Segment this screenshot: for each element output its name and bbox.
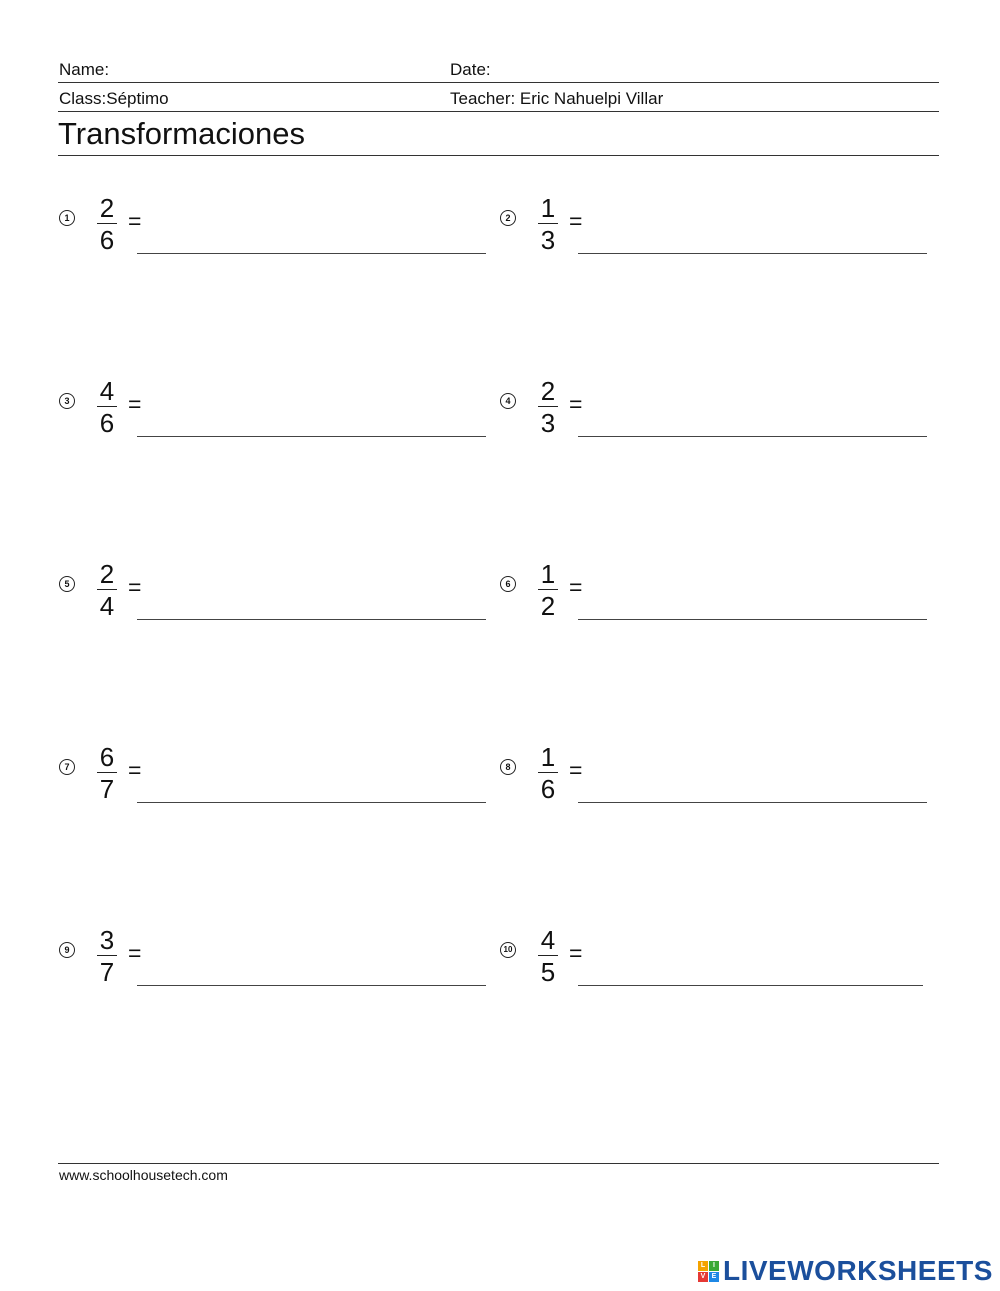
denominator: 7 (99, 774, 115, 804)
problem-10 (500, 926, 941, 1006)
problem-6 (500, 560, 941, 640)
numerator: 6 (99, 742, 115, 772)
denominator: 7 (99, 957, 115, 987)
problem-number-badge: 3 (59, 393, 75, 409)
problem-number-badge: 4 (500, 393, 516, 409)
problem-9 (59, 926, 500, 1006)
problem-number-badge: 6 (500, 576, 516, 592)
footer-divider (58, 1163, 939, 1164)
equals-sign: = (569, 208, 583, 234)
numerator: 4 (99, 376, 115, 406)
problem-8 (500, 743, 941, 823)
liveworksheets-logo (698, 1256, 993, 1286)
fraction-bar (97, 223, 117, 224)
equals-sign: = (569, 391, 583, 417)
answer-line[interactable] (578, 436, 927, 437)
equals-sign: = (569, 574, 583, 600)
teacher-label: Teacher: Eric Nahuelpi Villar (450, 89, 664, 108)
name-label: Name: (59, 60, 110, 79)
liveworksheets-logo-icon (698, 1261, 719, 1282)
problem-number-badge: 5 (59, 576, 75, 592)
answer-line[interactable] (137, 985, 486, 986)
fraction-bar (538, 223, 558, 224)
numerator: 4 (540, 925, 556, 955)
fraction (536, 560, 560, 620)
denominator: 6 (99, 408, 115, 438)
answer-line[interactable] (578, 619, 927, 620)
numerator: 2 (540, 376, 556, 406)
logo-icon-tile: L (698, 1261, 708, 1271)
problem-number-badge: 10 (500, 942, 516, 958)
answer-line[interactable] (578, 802, 927, 803)
problem-number-badge: 7 (59, 759, 75, 775)
equals-sign: = (128, 574, 142, 600)
denominator: 6 (540, 774, 556, 804)
denominator: 5 (540, 957, 556, 987)
problem-number-badge: 1 (59, 210, 75, 226)
fraction-bar (97, 406, 117, 407)
title-divider (58, 155, 939, 156)
header-divider-2 (58, 111, 939, 112)
fraction (95, 377, 119, 437)
fraction (95, 926, 119, 986)
answer-line[interactable] (578, 985, 923, 986)
equals-sign: = (128, 208, 142, 234)
fraction (95, 743, 119, 803)
problem-7 (59, 743, 500, 823)
problem-3 (59, 377, 500, 457)
logo-icon-tile: I (709, 1261, 719, 1271)
class-label: Class:Séptimo (59, 89, 169, 108)
fraction-bar (538, 589, 558, 590)
footer-website: www.schoolhousetech.com (59, 1167, 228, 1183)
fraction (95, 194, 119, 254)
problem-5 (59, 560, 500, 640)
denominator: 3 (540, 225, 556, 255)
fraction (536, 377, 560, 437)
equals-sign: = (128, 391, 142, 417)
fraction (536, 926, 560, 986)
numerator: 2 (99, 559, 115, 589)
fraction-bar (538, 955, 558, 956)
numerator: 1 (540, 193, 556, 223)
answer-line[interactable] (137, 619, 486, 620)
problem-number-badge: 2 (500, 210, 516, 226)
numerator: 2 (99, 193, 115, 223)
logo-icon-tile: E (709, 1272, 719, 1282)
problem-number-badge: 9 (59, 942, 75, 958)
equals-sign: = (569, 757, 583, 783)
fraction (95, 560, 119, 620)
answer-line[interactable] (137, 436, 486, 437)
answer-line[interactable] (578, 253, 927, 254)
answer-line[interactable] (137, 802, 486, 803)
problem-2 (500, 194, 941, 274)
numerator: 1 (540, 742, 556, 772)
date-label: Date: (450, 60, 491, 79)
problem-1 (59, 194, 500, 274)
numerator: 3 (99, 925, 115, 955)
fraction-bar (538, 406, 558, 407)
denominator: 6 (99, 225, 115, 255)
fraction (536, 194, 560, 254)
denominator: 3 (540, 408, 556, 438)
fraction-bar (97, 589, 117, 590)
fraction-bar (538, 772, 558, 773)
equals-sign: = (128, 757, 142, 783)
fraction (536, 743, 560, 803)
fraction-bar (97, 955, 117, 956)
equals-sign: = (569, 940, 583, 966)
problem-4 (500, 377, 941, 457)
denominator: 2 (540, 591, 556, 621)
equals-sign: = (128, 940, 142, 966)
worksheet-title: Transformaciones (58, 116, 305, 151)
numerator: 1 (540, 559, 556, 589)
fraction-bar (97, 772, 117, 773)
denominator: 4 (99, 591, 115, 621)
answer-line[interactable] (137, 253, 486, 254)
logo-icon-tile: V (698, 1272, 708, 1282)
liveworksheets-logo-text: LIVEWORKSHEETS (723, 1255, 993, 1286)
problem-number-badge: 8 (500, 759, 516, 775)
header-divider-1 (58, 82, 939, 83)
